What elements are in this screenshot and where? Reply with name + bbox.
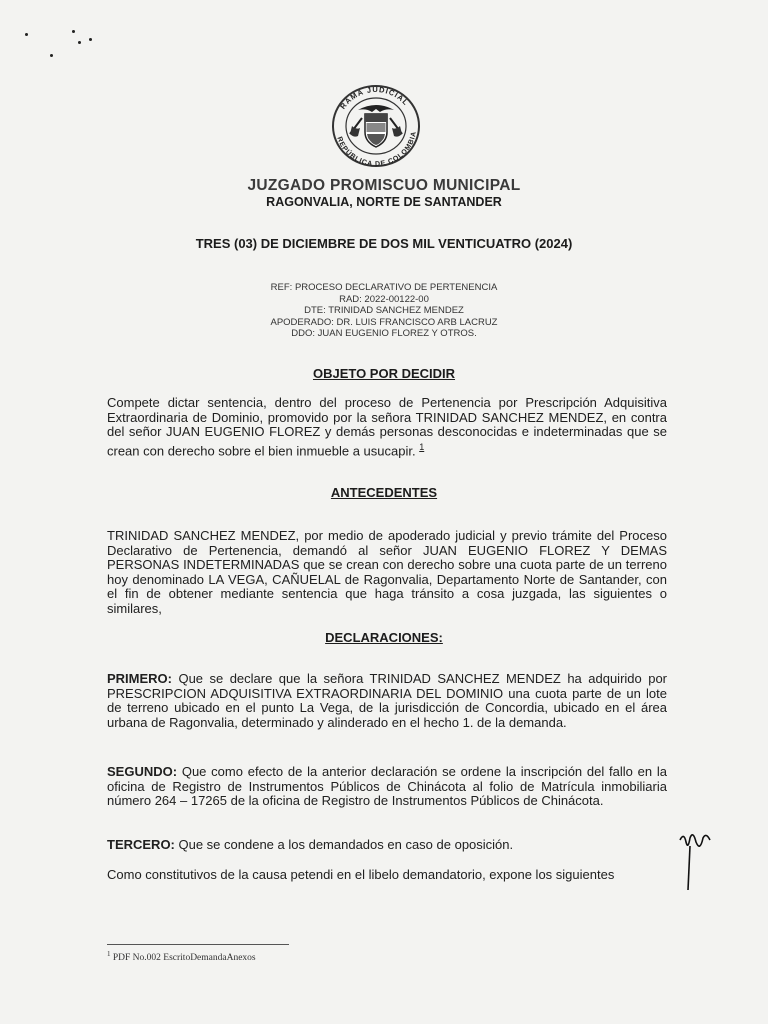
seal-ring-bottom-text: REPÚBLICA DE COLOMBIA	[335, 130, 418, 168]
declaration-segundo	[107, 765, 667, 809]
declaration-primero	[107, 672, 667, 730]
declaration-primero-label: PRIMERO:	[107, 671, 172, 686]
footnote-number: 1	[107, 950, 111, 958]
scan-speck	[25, 33, 28, 36]
paragraph-objeto-text: Compete dictar sentencia, dentro del proceso de Pertenencia por Prescripción Adquisitiva Extraordinaria de Dominio, promovido por la señora TRINIDAD SANCHEZ MENDEZ, en contra del señor JUAN EUGENIO FLOREZ y demás personas desconocidas e indeterminadas que se crean con derecho sobre el bien inmueble a usucapir.	[107, 395, 667, 459]
section-heading-declaraciones: DECLARACIONES:	[325, 630, 443, 645]
paragraph-objeto	[107, 396, 667, 459]
declaration-segundo-text: Que como efecto de la anterior declaración se ordene la inscripción del fallo en la oficina de Registro de Instrumentos Públicos de Chinácota al folio de Matrícula inmobiliaria número 264 – 17265 de la oficina de Registro de Instrumentos Públicos de Chinácota.	[107, 764, 667, 809]
reference-apoderado: APODERADO: DR. LUIS FRANCISCO ARB LACRUZ	[270, 316, 498, 328]
declaration-segundo-label: SEGUNDO:	[107, 764, 178, 779]
scan-speck	[50, 54, 53, 57]
paragraph-antecedentes: TRINIDAD SANCHEZ MENDEZ, por medio de apoderado judicial y previo trámite del Proceso Declarativo de Pertenencia, demandó al señor JUAN EUGENIO FLOREZ Y DEMAS PERSONAS INDETERMINADAS que se crean con derecho sobre una cuota parte de un terreno hoy denominado LA VEGA, CAÑUELAL de Ragonvalia, Departamento Norte de Santander, con el fin de obtener mediante sentencia que haga tránsito a cosa juzgada, las siguientes o similares,	[107, 528, 667, 616]
reference-radicado: RAD: 2022-00122-00	[339, 293, 429, 305]
footnote-divider	[107, 944, 289, 945]
scan-speck	[78, 41, 81, 44]
reference-demandante: DTE: TRINIDAD SANCHEZ MENDEZ	[304, 305, 464, 316]
declaration-tercero	[107, 838, 667, 853]
seal-ring-top-text: RAMA JUDICIAL	[338, 84, 411, 111]
scan-speck	[72, 30, 75, 33]
footnote-reference[interactable]: 1	[419, 441, 425, 452]
court-seal-icon	[318, 82, 434, 168]
declaration-tercero-text: Que se condene a los demandados en caso de oposición.	[174, 837, 514, 852]
court-name: JUZGADO PROMISCUO MUNICIPAL	[247, 177, 521, 194]
handwritten-initials-icon	[676, 828, 716, 898]
court-location: RAGONVALIA, NORTE DE SANTANDER	[266, 195, 502, 209]
reference-block	[0, 282, 768, 340]
footnote	[107, 950, 256, 963]
declaration-tercero-label: TERCERO:	[107, 837, 175, 852]
section-heading-objeto: OBJETO POR DECIDIR	[312, 366, 456, 381]
declaration-primero-text: Que se declare que la señora TRINIDAD SANCHEZ MENDEZ ha adquirido por PRESCRIPCION ADQUISITIVA EXTRAORDINARIA DEL DOMINIO una cuota parte de un lote de terreno ubicado en el punto La Vega, de la jurisdicción de Concordia, ubicado en el área urbana de Ragonvalia, determinado y alinderado en el hecho 1. de la demanda.	[107, 671, 667, 730]
document-date: TRES (03) DE DICIEMBRE DE DOS MIL VENTICUATRO (2024)	[195, 236, 573, 251]
reference-process: REF: PROCESO DECLARATIVO DE PERTENENCIA	[270, 282, 498, 293]
paragraph-closing: Como constitutivos de la causa petendi en el libelo demandatorio, expone los siguientes	[107, 867, 615, 882]
scan-speck	[89, 38, 92, 41]
footnote-text: PDF No.002 EscritoDemandaAnexos	[110, 953, 256, 964]
section-heading-antecedentes: ANTECEDENTES	[330, 485, 438, 500]
reference-demandado: DDO: JUAN EUGENIO FLOREZ Y OTROS.	[291, 328, 477, 339]
